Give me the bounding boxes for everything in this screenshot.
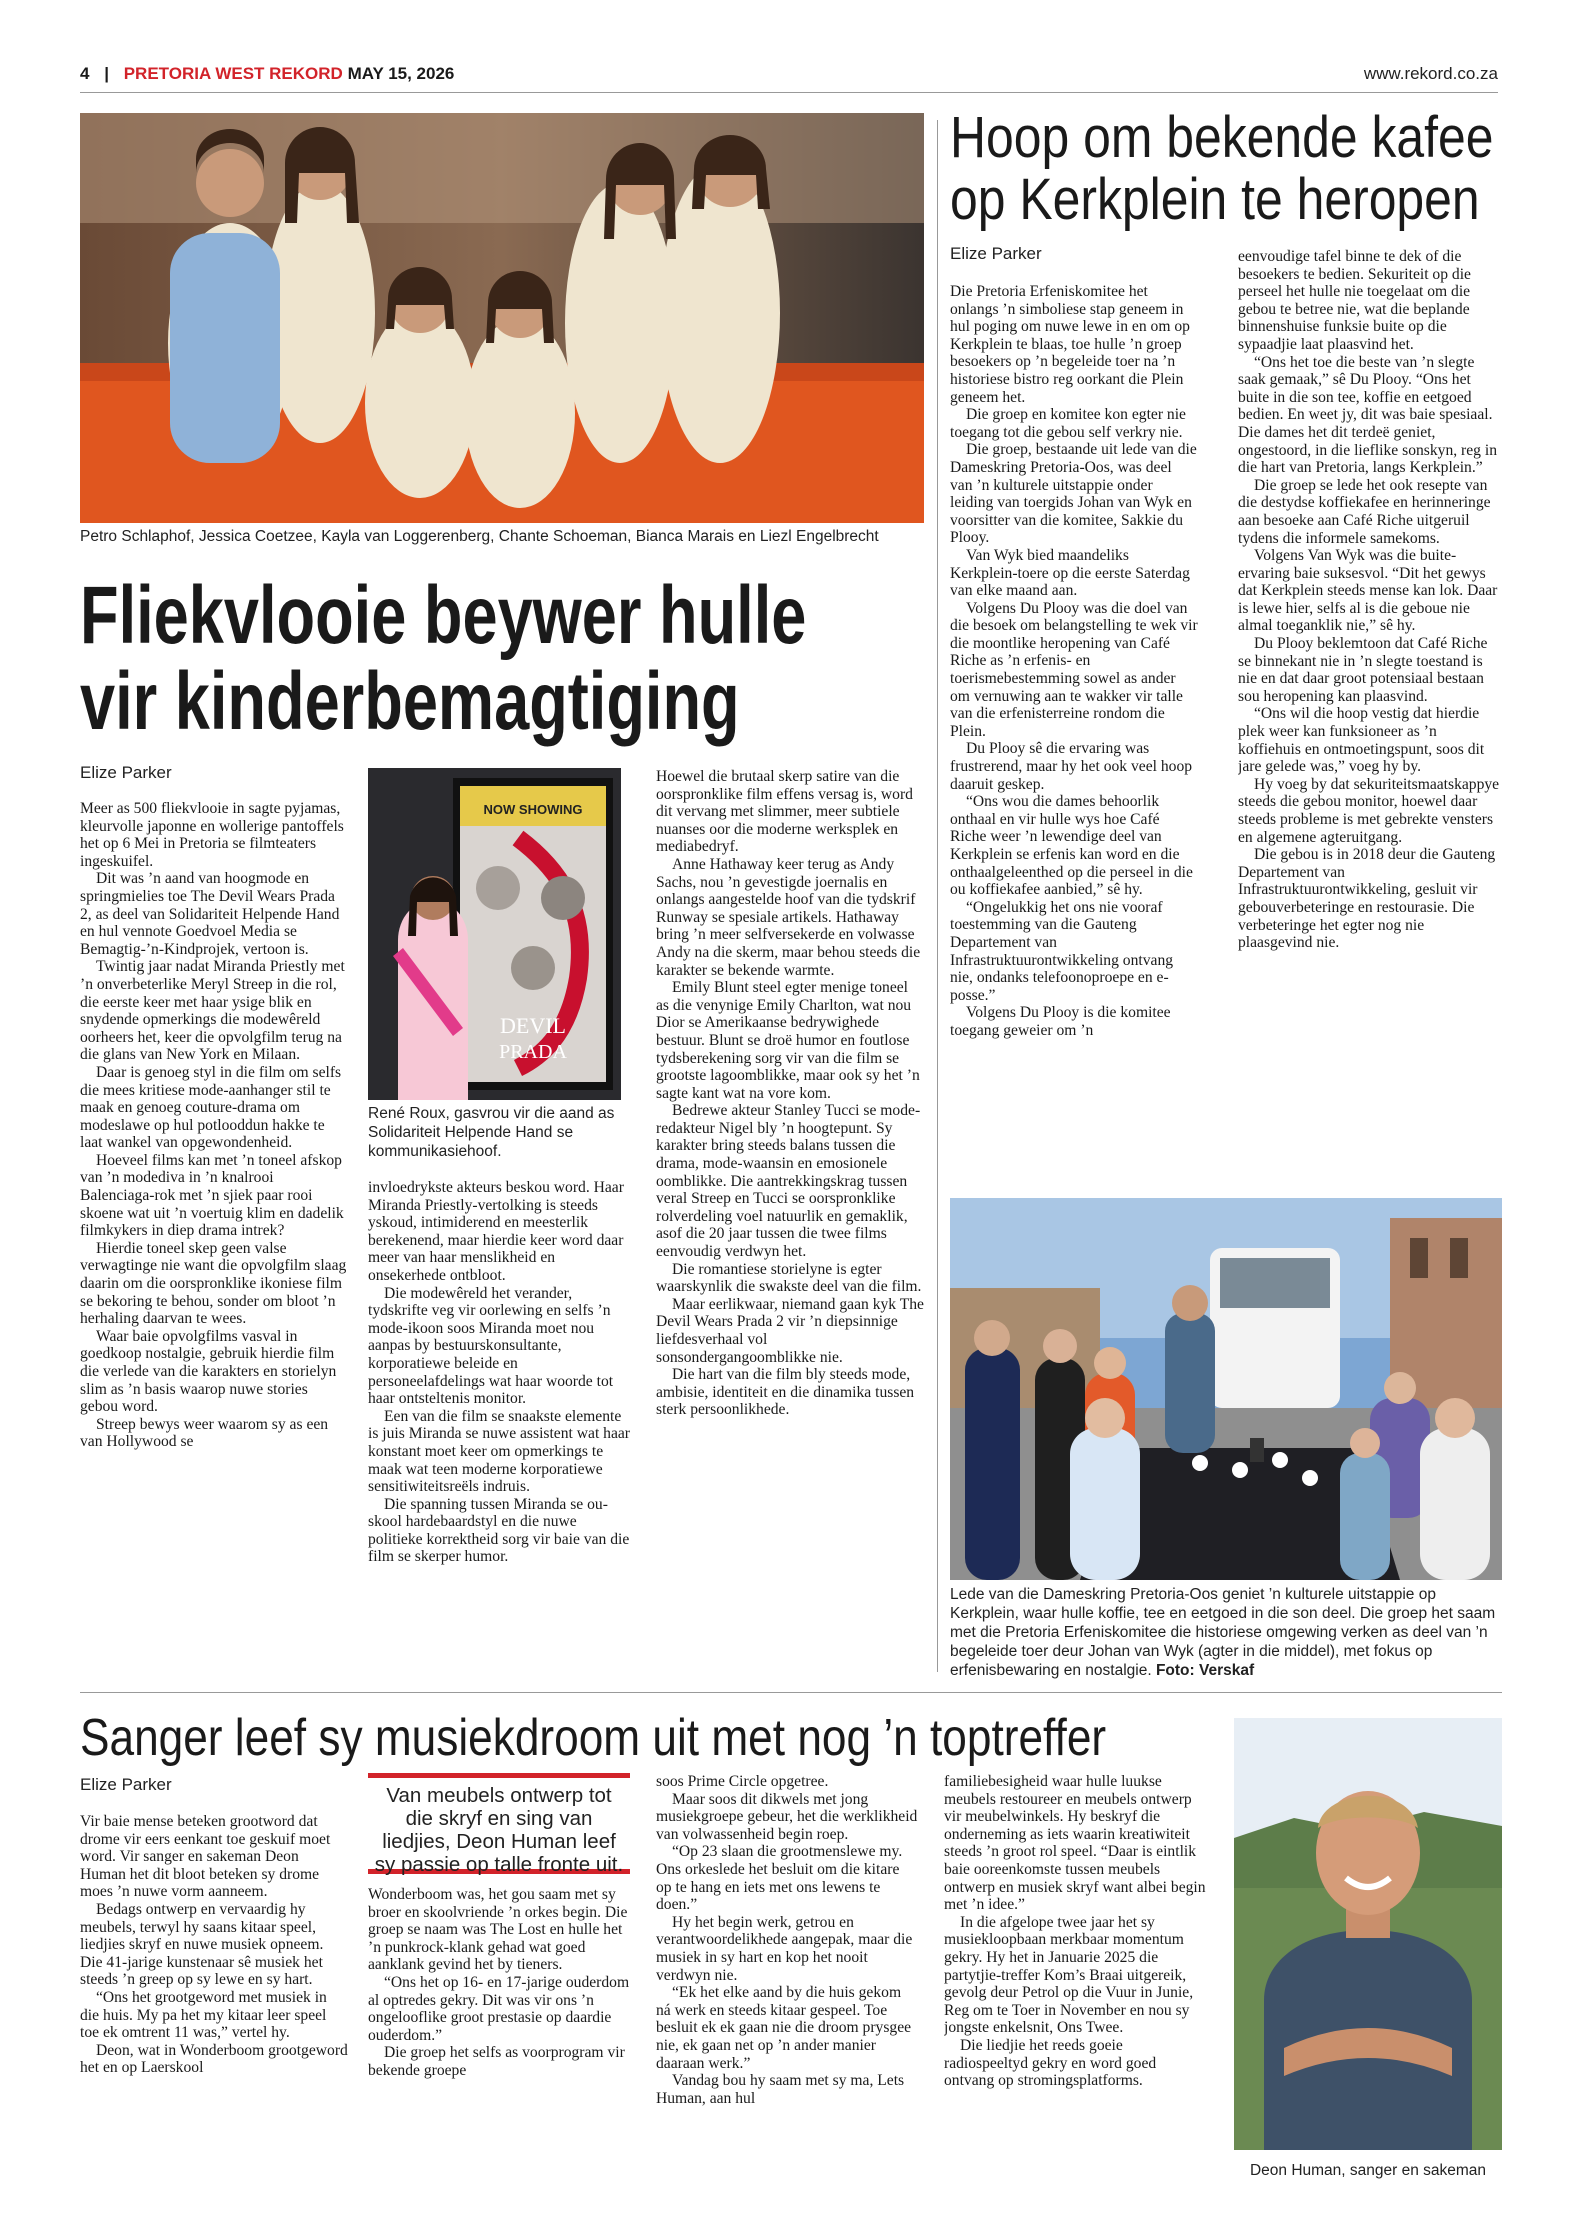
- deon-human-photo: [1234, 1718, 1502, 2150]
- kerkplein-caption-text: Lede van die Dameskring Pretoria-Oos geniet ’n kulturele uitstappie op Kerkplein, waar hulle koffie, tee en eetgoed in die son deel. Die groep het saam met die Pretoria Erfeniskomitee die historiese omgewing verken as deel van ’n begeleide toer deur Johan van Wyk (agter in die middel), met fokus op erfenisbewaring en nostalgie.: [950, 1586, 1496, 1679]
- paragraph: familiebesigheid waar hulle luukse meubels restoureer en meubels ontwerp vir meubelwinkels. Hy beskryf die onderneming as iets waarin kreatiwiteit steeds ’n groot rol speel. “Daar is eintlik baie ooreenkomste tussen meubels ontwerp en musiek skryf want albei begin met ’n idee.”: [944, 1773, 1206, 1914]
- section-rule: [80, 1692, 1502, 1693]
- page-header: [80, 64, 454, 84]
- article1-column-1: [80, 800, 347, 1675]
- article3-column-1: [80, 1813, 348, 2185]
- paragraph: Hy het begin werk, getrou en verantwoordelikhede aangepak, maar die musiek in sy hart en kop het nooit verdwyn nie.: [656, 1913, 913, 1984]
- article2-byline: Elize Parker: [950, 244, 1042, 263]
- paragraph: Bedags ontwerp en vervaardig hy meubels, terwyl hy saans kitaar speel, liedjies skryf en nuwe musiek opneem. Die 41-jarige kunstenaar sê musiek het steeds ’n greep op sy lewe en sy hart.: [80, 1900, 324, 1989]
- group-photo-caption: Petro Schlaphof, Jessica Coetzee, Kayla van Loggerenberg, Chante Schoeman, Bianca Marais en Liezl Engelbrecht: [80, 528, 879, 545]
- paragraph: invloedrykste akteurs beskou word. Haar Miranda Priestly-vertolking is steeds yskoud, intimiderend en meesterlik berekenend, maar hierdie keer word daar meer van haar menslikheid en onsekerhede ontbloot.: [368, 1179, 624, 1284]
- article2-headline-line1: Hoop om bekende kafee: [950, 105, 1494, 170]
- paragraph: Die groep se lede het ook resepte van die destydse koffiekafee en herinneringe aan besoeke aan Café Riche uitgeruil tydens die informele samekoms.: [1238, 476, 1491, 547]
- paragraph: “Ongelukkig het ons nie vooraf toestemming van die Gauteng Departement van Infrastruktuurontwikkeling ontvang nie, ondanks telefoonoproepe en e-posse.”: [950, 898, 1174, 1004]
- poster-title-devil: DEVIL: [500, 1013, 566, 1038]
- article3-column-2: [368, 1886, 632, 2184]
- paragraph: Vir baie mense beteken grootword dat drome vir eers eenkant toe geskuif moet word. Vir sanger en sakeman Deon Human het dit bloot beteken sy drome moes ’n nuwe vorm aanneem.: [80, 1813, 331, 1901]
- website-link[interactable]: www.rekord.co.za: [1363, 64, 1498, 83]
- paragraph: Van Wyk bied maandeliks Kerkplein-toere op die eerste Saterdag van elke maand aan.: [950, 546, 1190, 600]
- paragraph: “Ons het toe die beste van ’n slegte saak gemaak,” sê Du Plooy. “Ons het buite in die son tee, koffie en eetgoed bedien. En weet jy, dit was baie spesiaal. Die dames het dit terdeë geniet, ongestoord, in die lieflike sonskyn, reg in die hart van Pretoria, langs Kerkplein.”: [1238, 353, 1497, 477]
- deon-human-photo-image: [1234, 1718, 1502, 2150]
- kerkplein-photo-caption: [950, 1585, 1502, 1680]
- paragraph: Hoeveel films kan met ’n toneel afskop van ’n modediva in ’n knalrooi Balenciaga-rok met ’n sjiek paar rooi skoene wat uit ’n voertuig klim en dadelik filmkykers in diep drama intrek?: [80, 1151, 344, 1240]
- paragraph: Du Plooy sê die ervaring was frustrerend, maar hy het ook veel hoop daaruit geskep.: [950, 740, 1193, 793]
- article2-column-1: [950, 283, 1198, 1193]
- inset-photo-caption: René Roux, gasvrou vir die aand as Solidariteit Helpende Hand se kommunikasiehoof.: [368, 1105, 615, 1160]
- publication-name: PRETORIA WEST REKORD: [123, 64, 343, 83]
- poster-banner-text: NOW SHOWING: [483, 802, 583, 817]
- paragraph: “Ons wou die dames behoorlik onthaal en vir hulle wys hoe Café Riche weer ’n lewendige deel van Kerkplein se erfenis kan word en die onthaalgeleenthed op die perseel in die ou koffiekafee aanbied,” sê hy.: [950, 793, 1193, 899]
- paragraph: Anne Hathaway keer terug as Andy Sachs, nou ’n gevestigde joernalis en onlangs aangestelde hoof van die tydskrif Runway se spesiale artikels. Hathaway bring ’n meer selfversekerde en volwasse Andy na die skerm, maar behou steeds die karakter se bekende warmte.: [656, 855, 921, 979]
- paragraph: Vandag bou hy saam met sy ma, Lets Human, aan hul: [656, 2072, 905, 2107]
- paragraph: Maar eerlikwaar, niemand gaan kyk The Devil Wears Prada 2 vir ’n diepsinnige liefdesverhaal vol sonsondergangoomblikke nie.: [656, 1295, 924, 1366]
- article1-headline-line1: Fliekvlooie beywer hulle: [80, 570, 807, 661]
- paragraph: eenvoudige tafel binne te dek of die besoekers te bedien. Sekuriteit op die perseel het hulle nie toegelaat om die gebou te betree nie, wat die beplande binnenshuise funksie buite op die sypaadjie laat plaasvind het.: [1238, 248, 1471, 353]
- paragraph: “Op 23 slaan die grootmenslewe my. Ons orkeslede het besluit om die kitare op te hang en iets met ons lewens te doen.”: [656, 1843, 903, 1914]
- paragraph: Die modewêreld het verander, tydskrifte veg vir oorlewing en selfs ’n mode-ikoon soos Miranda moet nou aanpas by bestuurskonsultante, korporatiewe beleide en personeelafdelings wat haar woorde tot haar ontsteltenis monitor.: [368, 1284, 614, 1408]
- header-rule: [80, 92, 1498, 93]
- poster-title-prada: PRADA: [499, 1041, 567, 1063]
- pull-quote: Van meubels ontwerp tot die skryf en sing van liedjies, Deon Human leef sy passie op talle fronte uit.: [368, 1773, 630, 1874]
- article1-byline: Elize Parker: [80, 763, 172, 782]
- kerkplein-group-photo: [950, 1198, 1502, 1580]
- paragraph: Een van die film se snaakste elemente is juis Miranda se nuwe assistent wat haar konstant moet keer om opmerkings te maak wat teen moderne korporatiewe sensitiwiteitsreëls indruis.: [368, 1407, 630, 1496]
- article2-headline-line2: op Kerkplein te heropen: [950, 167, 1480, 232]
- paragraph: Twintig jaar nadat Miranda Priestly met ’n onverbeterlike Meryl Streep in die rol, die eerste keer met haar ysige blik en snydende opmerkings die modewêreld oorheers het, keer die opvolgfilm terug na die glans van New York en Milaan.: [80, 958, 345, 1064]
- paragraph: “Ek het elke aand by die huis gekom ná werk en steeds kitaar gespeel. Toe besluit ek ek gaan nie die droom prysgee nie, ek gaan net op ’n ander manier daaraan werk.”: [656, 1984, 912, 2072]
- paragraph: “Ons wil die hoop vestig dat hierdie plek weer kan funksioneer as ’n koffiehuis en ontmoetingspunt, soos dit jare gelede was,” voeg hy by.: [1238, 705, 1485, 776]
- paragraph: Die groep het selfs as voorprogram vir bekende groepe: [368, 2044, 625, 2079]
- article2-column-2: [1238, 248, 1500, 1193]
- column-divider: [937, 120, 938, 1672]
- page-number: 4: [80, 64, 90, 83]
- inset-photo-poster: [368, 768, 621, 1100]
- deon-photo-caption: Deon Human, sanger en sakeman: [1249, 2162, 1487, 2179]
- paragraph: Deon, wat in Wonderboom grootgeword het en op Laerskool: [80, 2041, 348, 2077]
- paragraph: Hoewel die brutaal skerp satire van die oorspronklike film effens versag is, word dit vervang met slimmer, meer subtiele nuanses oor die moderne werksplek en mediabedryf.: [656, 768, 913, 856]
- paragraph: Maar soos dit dikwels met jong musiekgroepe gebeur, het die werklikheid van volwassenheid begin roep.: [656, 1790, 918, 1843]
- paragraph: Hy voeg by dat sekuriteitsmaatskappye steeds die gebou monitor, hoewel daar steeds probleme is met gebrekte vensters en algemene agteruitgang.: [1238, 775, 1500, 846]
- group-photo-pyjamas: [80, 113, 924, 523]
- paragraph: “Ons het op 16- en 17-jarige ouderdom al optredes gekry. Dit was vir ons ’n ongelooflike groot prestasie op daardie ouderdom.”: [368, 1973, 630, 2044]
- kerkplein-group-photo-image: [950, 1198, 1502, 1580]
- paragraph: Volgens Du Plooy was die doel van die besoek om belangstelling te wek vir die moontlike heropening van Café Riche as ’n erfenis- en toerismebestemming sowel as ander om vernuwing aan te wakker vir talle van die erfenisterreine rondom die Plein.: [950, 599, 1198, 740]
- paragraph: Daar is genoeg styl in die film om selfs die mees kritiese mode-aanhanger stil te maak en genoeg couture-drama om modeslawe op hul potlooddun hakke te laat wankel van opgewondenheid.: [80, 1063, 342, 1152]
- paragraph: Die spanning tussen Miranda se ou-skool hardebaardstyl en die nuwe politieke korrektheid sorg vir baie van die film se skerper humor.: [368, 1495, 630, 1566]
- paragraph: Streep bewys weer waarom sy as een van Hollywood se: [80, 1415, 329, 1451]
- article3-column-3: [656, 1773, 918, 2184]
- paragraph: Dit was ’n aand van hoogmode en springmielies toe The Devil Wears Prada 2, as deel van Solidariteit Helpende Hand en hul vennote Goedvoel Media se Bemagtig-’n-Kindprojek, vertoon is.: [80, 870, 340, 958]
- paragraph: Wonderboom was, het gou saam met sy broer en skoolvriende ’n orkes begin. Die groep se naam was The Lost en hulle het ’n punkrock-klank gehad wat goed aanklank gevind het by tieners.: [368, 1886, 628, 1974]
- paragraph: Volgens Van Wyk was die buite-ervaring baie suksesvol. “Dit het gewys dat Kerkplein steeds mense kan lok. Daar is lewe hier, selfs al is die geboue nie almal toeganklik nie,” sê hy.: [1238, 547, 1498, 635]
- paragraph: Die liedjie het reeds goeie radiospeeltyd gekry en word goed ontvang op stromingsplatforms.: [944, 2036, 1157, 2090]
- photo-credit: Foto: Verskaf: [1155, 1662, 1255, 1679]
- paragraph: Die groep, bestaande uit lede van die Dameskring Pretoria-Oos, was deel van ’n kulturele uitstappie onder leiding van toergids Johan van Wyk en voorsitter van die komitee, Sakkie du Plooy.: [950, 441, 1197, 547]
- paragraph: Die groep en komitee kon egter nie toegang tot die gebou self verkry nie.: [950, 406, 1186, 441]
- paragraph: Du Plooy beklemtoon dat Café Riche se binnekant nie in ’n slegte toestand is nie en dat daar groot potensiaal bestaan sou heropening kan plaasvind.: [1238, 635, 1488, 705]
- paragraph: Meer as 500 fliekvlooie in sagte pyjamas, kleurvolle japonne en wollerige pantoffels het op 6 Mei in Pretoria se filmteaters ingeskuifel.: [80, 800, 344, 870]
- article3-column-4: [944, 1773, 1208, 2184]
- paragraph: Die romantiese storielyne is egter waarskynlik die swakste deel van die film.: [656, 1260, 922, 1296]
- paragraph: soos Prime Circle opgetree.: [656, 1773, 829, 1790]
- paragraph: Waar baie opvolgfilms vasval in goedkoop nostalgie, gebruik hierdie film die verlede van die karakters en storielyn slim as ’n basis waarop nuwe stories gebou word.: [80, 1327, 337, 1416]
- paragraph: Die hart van die film bly steeds mode, ambisie, identiteit en die dinamika tussen sterk persoonlikhede.: [656, 1366, 915, 1419]
- group-photo-pyjamas-image: [80, 113, 924, 523]
- article1-headline-line2: vir kinderbemagtiging: [80, 656, 740, 747]
- paragraph: “Ons het grootgeword met musiek in die huis. My pa het my kitaar leer speel toe ek omtrent 11 was,” vertel hy.: [80, 1988, 327, 2042]
- paragraph: Die gebou is in 2018 deur die Gauteng Departement van Infrastruktuurontwikkeling, gesluit vir gebouverbeteringe en restourasie. Die verbeteringe het egter nog nie plaasgevind nie.: [1238, 846, 1496, 952]
- paragraph: Volgens Du Plooy is die komitee toegang geweier om ’n: [950, 1004, 1171, 1039]
- paragraph: Bedrewe akteur Stanley Tucci se mode-redakteur Nigel bly ’n hoogtepunt. Sy karakter bring steeds balans tussen die drama, mode-waansin en emosionele oomblikke. Die aantrekkingskrag tussen veral Streep en Tucci se oorspronklike rolverdeling voel natuurlik en gemaklik, asof die 20 jaar tussen die twee films eenvoudig verdwyn het.: [656, 1102, 921, 1261]
- article3-headline: Sanger leef sy musiekdroom uit met nog ’n toptreffer: [80, 1709, 1107, 1767]
- paragraph: Emily Blunt steel egter menige toneel as die venynige Emily Charlton, wat nou Dior se Amerikaanse bedrywighede bestuur. Blunt se droë humor en foutlose tydsberekening sorg vir van die film se grootste lagoomblikke, maar ook sy het ’n sagte kant wat na vore kom.: [656, 979, 920, 1102]
- article1-column-3: [656, 768, 924, 1675]
- paragraph: In die afgelope twee jaar het sy musiekloopbaan merkbaar momentum gekry. Hy het in Januarie 2025 die partytjie-treffer Kom’s Braai uitgereik, gevolg deur Petrol op die Vuur in Junie, Reg om te Toer in November en nou sy jongste enkelsnit, Ons Twee.: [944, 1913, 1194, 2037]
- article1-column-2: [368, 1179, 630, 1675]
- paragraph: Hierdie toneel skep geen valse verwagtinge nie want die opvolgfilm slaag daarin om die oorspronklike ikoniese film se bekoring te behou, sonder om bloot ’n herhaling daarvan te wees.: [80, 1239, 347, 1328]
- article3-byline: Elize Parker: [80, 1775, 172, 1794]
- issue-date: MAY 15, 2026: [347, 64, 455, 83]
- header-separator: |: [104, 64, 109, 83]
- paragraph: Die Pretoria Erfeniskomitee het onlangs ’n simboliese stap geneem in hul poging om nuwe lewe in en om op Kerkplein te blaas, toe hulle ’n groep besoekers op ’n begeleide toer na ’n historiese bistro reg oorkant die Plein geneem het.: [950, 283, 1190, 406]
- inset-photo-poster-image: [368, 768, 621, 1100]
